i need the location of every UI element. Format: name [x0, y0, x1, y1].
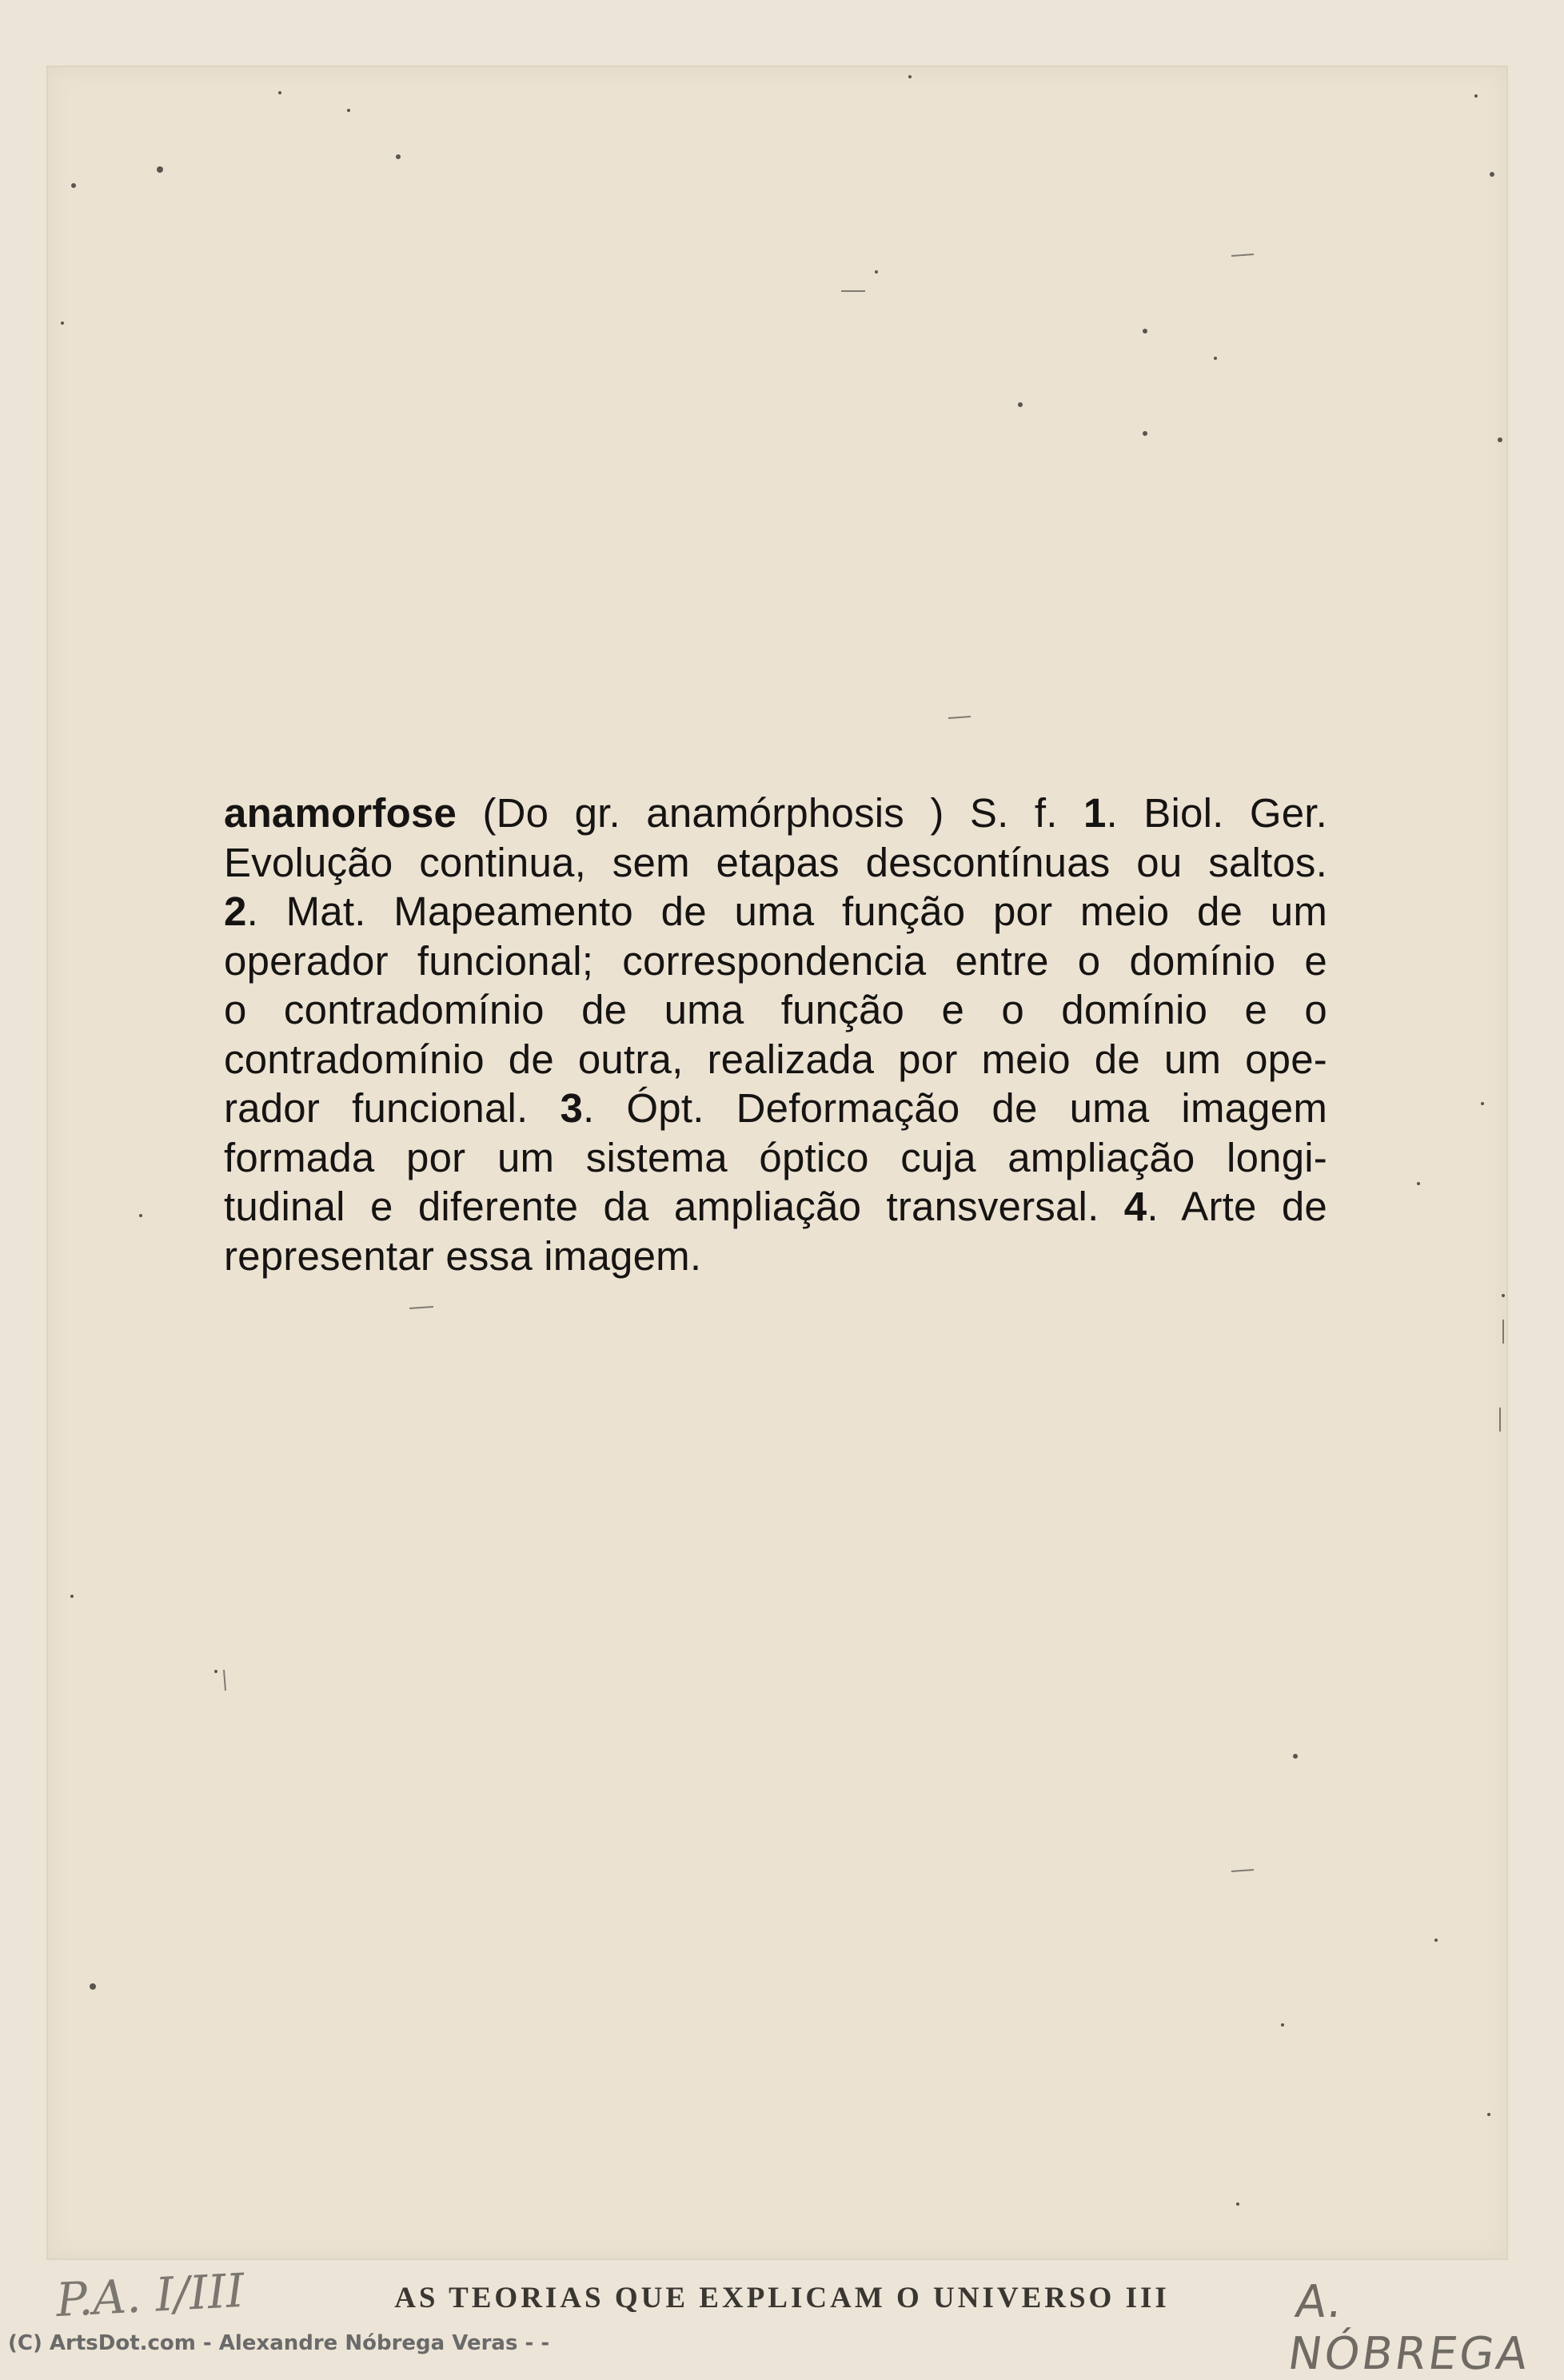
- definition-line-4: operador funcional; correspondencia entre o domínio e: [224, 937, 1327, 984]
- dictionary-definition: [224, 789, 1327, 1280]
- definition-line-1: anamorfose (Do gr. anamórphosis ) S. f. 1. Biol. Ger.: [224, 790, 1328, 836]
- artist-signature: A. NÓBREGA: [1284, 2276, 1534, 2380]
- definition-line-3: 2. Mat. Mapeamento de uma função por meio de um: [224, 889, 1327, 934]
- definition-line-9: tudinal e diferente da ampliação transversal. 4. Arte de: [224, 1184, 1327, 1229]
- copyright-notice: (C) ArtsDot.com - Alexandre Nóbrega Veras - -: [8, 2331, 550, 2355]
- edition-mark: P.A. I/III: [54, 2262, 246, 2328]
- definition-line-6: contradomínio de outra, realizada por meio de um ope-: [224, 1036, 1327, 1082]
- series-title: AS TEORIAS QUE EXPLICAM O UNIVERSO III: [394, 2282, 1170, 2314]
- definition-line-10: representar essa imagem.: [224, 1232, 702, 1279]
- definition-line-8: formada por um sistema óptico cuja ampliação longi-: [224, 1134, 1327, 1180]
- definition-line-5: o contradomínio de uma função e o domínio e o: [224, 987, 1327, 1032]
- definition-line-7: rador funcional. 3. Ópt. Deformação de uma imagem: [224, 1085, 1327, 1131]
- headword: anamorfose: [224, 790, 457, 836]
- definition-line-2: Evolução continua, sem etapas descontínuas ou saltos.: [224, 839, 1327, 885]
